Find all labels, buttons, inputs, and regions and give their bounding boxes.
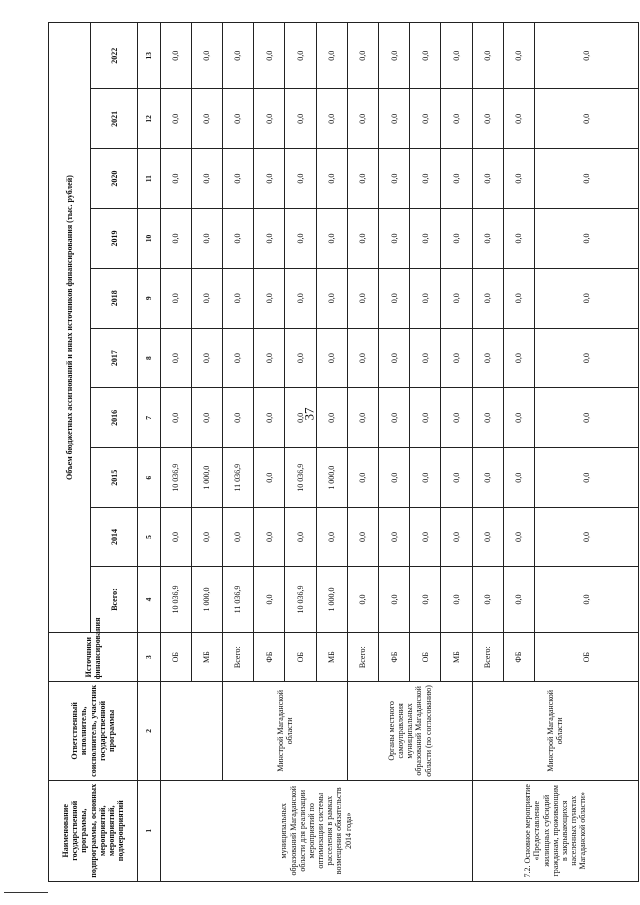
row-value: 0,0 bbox=[503, 209, 534, 269]
row-value: 0,0 bbox=[316, 388, 347, 448]
block1-name: муниципальных образований Магаданской области для реализации мероприятий по оптимизации системы расселения в рамках возмещения обязательств 2014 года» bbox=[160, 780, 472, 881]
row-value: 0,0 bbox=[379, 328, 410, 388]
header-volume: Объем бюджетных ассигнований и иных источников финансирования (тыс. рублей) bbox=[49, 23, 91, 633]
row-value: 0,0 bbox=[410, 268, 441, 328]
row-value: 0,0 bbox=[503, 23, 534, 89]
row-source: МБ bbox=[191, 633, 222, 682]
row-value: 0,0 bbox=[472, 508, 503, 567]
row-value: 0,0 bbox=[222, 209, 253, 269]
row-value: 0,0 bbox=[535, 268, 639, 328]
row-value: 0,0 bbox=[222, 328, 253, 388]
header-responsible: Ответственный исполнитель, соисполнитель, участник государственной программы bbox=[49, 682, 138, 780]
row-value: 1 000,0 bbox=[191, 448, 222, 508]
row-value: 0,0 bbox=[503, 89, 534, 149]
row-source: ОБ bbox=[285, 633, 316, 682]
row-value: 0,0 bbox=[379, 23, 410, 89]
row-value: 0,0 bbox=[316, 508, 347, 567]
header-year: 2018 bbox=[91, 268, 138, 328]
row-value: 0,0 bbox=[441, 89, 472, 149]
row-value: 0,0 bbox=[222, 388, 253, 448]
column-number: 10 bbox=[138, 209, 160, 269]
row-value: 0,0 bbox=[285, 23, 316, 89]
row-value: 0,0 bbox=[222, 23, 253, 89]
row-value: 0,0 bbox=[503, 328, 534, 388]
row-value: 0,0 bbox=[285, 89, 316, 149]
row-source: Всего: bbox=[222, 633, 253, 682]
column-number: 9 bbox=[138, 268, 160, 328]
column-number: 7 bbox=[138, 388, 160, 448]
row-value: 0,0 bbox=[472, 23, 503, 89]
column-number: 2 bbox=[138, 682, 160, 780]
row-value: 0,0 bbox=[347, 149, 378, 209]
column-numbers-row bbox=[138, 23, 160, 882]
column-number: 1 bbox=[138, 780, 160, 881]
row-value: 0,0 bbox=[503, 149, 534, 209]
row-value: 0,0 bbox=[410, 209, 441, 269]
row-value: 0,0 bbox=[191, 89, 222, 149]
row-value: 0,0 bbox=[472, 89, 503, 149]
row-value: 0,0 bbox=[472, 328, 503, 388]
row-value: 0,0 bbox=[254, 508, 285, 567]
row-value: 0,0 bbox=[441, 388, 472, 448]
row-value: 0,0 bbox=[410, 328, 441, 388]
row-value: 0,0 bbox=[441, 328, 472, 388]
block2-name: 7.2. Основное мероприятие «Предоставление жилищных субсидий гражданам, проживающим в закрывающихся населенных пунктах Магаданской области» bbox=[472, 780, 638, 881]
row-value: 1 000,0 bbox=[316, 448, 347, 508]
row-total: 10 036,9 bbox=[160, 566, 191, 632]
row-source: МБ bbox=[316, 633, 347, 682]
row-value: 0,0 bbox=[316, 23, 347, 89]
block2-responsible: Минстрой Магаданской области bbox=[472, 682, 638, 780]
row-source: Всего: bbox=[472, 633, 503, 682]
block1-responsible-top: Минстрой Магаданской области bbox=[222, 682, 347, 780]
row-value: 0,0 bbox=[441, 149, 472, 209]
row-value: 0,0 bbox=[347, 388, 378, 448]
row-value: 0,0 bbox=[379, 149, 410, 209]
financing-table-container bbox=[48, 22, 639, 882]
row-value: 0,0 bbox=[535, 388, 639, 448]
row-value: 0,0 bbox=[191, 508, 222, 567]
row-value: 0,0 bbox=[254, 209, 285, 269]
header-year: 2014 bbox=[91, 508, 138, 567]
row-value: 0,0 bbox=[503, 388, 534, 448]
row-value: 0,0 bbox=[254, 89, 285, 149]
row-value: 0,0 bbox=[222, 89, 253, 149]
column-number: 5 bbox=[138, 508, 160, 567]
header-source: Источники финансирования bbox=[49, 633, 138, 682]
row-value: 0,0 bbox=[472, 448, 503, 508]
row-value: 0,0 bbox=[160, 89, 191, 149]
header-name: Наименование государственной программы, подпрограммы, основных мероприятий, мероприятий, подмероприятий bbox=[49, 780, 138, 881]
row-source: ОБ bbox=[535, 633, 639, 682]
row-value: 0,0 bbox=[410, 149, 441, 209]
row-value: 0,0 bbox=[347, 209, 378, 269]
row-value: 0,0 bbox=[535, 328, 639, 388]
row-value: 0,0 bbox=[222, 149, 253, 209]
row-value: 0,0 bbox=[285, 149, 316, 209]
row-value: 0,0 bbox=[285, 388, 316, 448]
row-total: 0,0 bbox=[441, 566, 472, 632]
row-source: ФБ bbox=[379, 633, 410, 682]
row-value: 0,0 bbox=[254, 268, 285, 328]
row-value: 0,0 bbox=[347, 23, 378, 89]
table-row bbox=[222, 23, 253, 882]
header-year: 2017 bbox=[91, 328, 138, 388]
row-value: 10 036,9 bbox=[160, 448, 191, 508]
row-total: 0,0 bbox=[503, 566, 534, 632]
row-value: 0,0 bbox=[160, 149, 191, 209]
row-value: 0,0 bbox=[160, 388, 191, 448]
row-value: 0,0 bbox=[191, 328, 222, 388]
row-value: 0,0 bbox=[285, 508, 316, 567]
row-value: 0,0 bbox=[535, 209, 639, 269]
row-value: 0,0 bbox=[316, 89, 347, 149]
row-value: 0,0 bbox=[285, 209, 316, 269]
row-value: 0,0 bbox=[535, 89, 639, 149]
column-number: 11 bbox=[138, 149, 160, 209]
row-value: 0,0 bbox=[379, 209, 410, 269]
table-row bbox=[160, 23, 191, 882]
row-value: 0,0 bbox=[410, 23, 441, 89]
table-row bbox=[472, 23, 503, 882]
row-value: 0,0 bbox=[379, 448, 410, 508]
page-number: 37 bbox=[301, 407, 317, 421]
row-value: 0,0 bbox=[254, 23, 285, 89]
row-value: 0,0 bbox=[535, 23, 639, 89]
row-value: 0,0 bbox=[285, 268, 316, 328]
row-value: 0,0 bbox=[503, 448, 534, 508]
row-value: 0,0 bbox=[441, 23, 472, 89]
column-number: 3 bbox=[138, 633, 160, 682]
header-total: Всего: bbox=[91, 566, 138, 632]
row-value: 11 036,9 bbox=[222, 448, 253, 508]
column-number: 6 bbox=[138, 448, 160, 508]
row-value: 0,0 bbox=[410, 508, 441, 567]
row-source: Всего: bbox=[347, 633, 378, 682]
row-value: 0,0 bbox=[254, 448, 285, 508]
column-number: 13 bbox=[138, 23, 160, 89]
row-value: 0,0 bbox=[535, 149, 639, 209]
footnote-divider bbox=[4, 892, 48, 893]
row-value: 0,0 bbox=[191, 149, 222, 209]
rotated-page bbox=[48, 22, 639, 882]
row-value: 0,0 bbox=[316, 268, 347, 328]
row-source: МБ bbox=[441, 633, 472, 682]
row-value: 0,0 bbox=[472, 209, 503, 269]
financing-table bbox=[48, 22, 639, 882]
row-value: 0,0 bbox=[316, 328, 347, 388]
row-total: 0,0 bbox=[254, 566, 285, 632]
row-value: 0,0 bbox=[503, 268, 534, 328]
block1-responsible-empty bbox=[160, 682, 222, 780]
header-year: 2021 bbox=[91, 89, 138, 149]
row-value: 0,0 bbox=[160, 209, 191, 269]
row-value: 0,0 bbox=[160, 23, 191, 89]
row-total: 0,0 bbox=[410, 566, 441, 632]
block1-responsible-local: Органы местного самоуправления муниципальных образований Магаданской области (по согласованию) bbox=[347, 682, 472, 780]
row-total: 0,0 bbox=[535, 566, 639, 632]
row-value: 0,0 bbox=[503, 508, 534, 567]
row-value: 0,0 bbox=[191, 388, 222, 448]
row-value: 0,0 bbox=[222, 508, 253, 567]
row-value: 0,0 bbox=[254, 388, 285, 448]
table-row bbox=[347, 23, 378, 882]
row-value: 0,0 bbox=[160, 508, 191, 567]
row-value: 0,0 bbox=[379, 508, 410, 567]
row-value: 0,0 bbox=[191, 23, 222, 89]
row-source: ОБ bbox=[160, 633, 191, 682]
row-value: 0,0 bbox=[379, 89, 410, 149]
row-value: 0,0 bbox=[160, 268, 191, 328]
row-value: 0,0 bbox=[316, 149, 347, 209]
row-value: 0,0 bbox=[316, 209, 347, 269]
row-value: 0,0 bbox=[222, 268, 253, 328]
row-value: 0,0 bbox=[410, 89, 441, 149]
row-value: 0,0 bbox=[347, 268, 378, 328]
row-value: 0,0 bbox=[441, 209, 472, 269]
row-value: 0,0 bbox=[441, 268, 472, 328]
row-value: 0,0 bbox=[347, 508, 378, 567]
row-source: ФБ bbox=[254, 633, 285, 682]
row-value: 0,0 bbox=[160, 328, 191, 388]
row-value: 0,0 bbox=[379, 388, 410, 448]
row-total: 0,0 bbox=[347, 566, 378, 632]
row-value: 0,0 bbox=[472, 268, 503, 328]
row-total: 0,0 bbox=[379, 566, 410, 632]
row-value: 0,0 bbox=[535, 508, 639, 567]
row-value: 0,0 bbox=[191, 268, 222, 328]
header-year: 2020 bbox=[91, 149, 138, 209]
row-value: 0,0 bbox=[410, 388, 441, 448]
row-total: 1 000,0 bbox=[191, 566, 222, 632]
row-value: 0,0 bbox=[441, 448, 472, 508]
row-value: 0,0 bbox=[347, 448, 378, 508]
row-value: 0,0 bbox=[285, 328, 316, 388]
header-year: 2022 bbox=[91, 23, 138, 89]
row-value: 0,0 bbox=[347, 89, 378, 149]
row-value: 0,0 bbox=[441, 508, 472, 567]
column-number: 12 bbox=[138, 89, 160, 149]
row-source: ОБ bbox=[410, 633, 441, 682]
column-number: 8 bbox=[138, 328, 160, 388]
row-value: 0,0 bbox=[535, 448, 639, 508]
row-total: 11 036,9 bbox=[222, 566, 253, 632]
row-source: ФБ bbox=[503, 633, 534, 682]
header-year: 2019 bbox=[91, 209, 138, 269]
row-value: 10 036,9 bbox=[285, 448, 316, 508]
row-total: 1 000,0 bbox=[316, 566, 347, 632]
row-value: 0,0 bbox=[472, 149, 503, 209]
row-value: 0,0 bbox=[254, 149, 285, 209]
row-value: 0,0 bbox=[410, 448, 441, 508]
row-total: 10 036,9 bbox=[285, 566, 316, 632]
row-value: 0,0 bbox=[379, 268, 410, 328]
row-value: 0,0 bbox=[254, 328, 285, 388]
row-value: 0,0 bbox=[472, 388, 503, 448]
row-value: 0,0 bbox=[347, 328, 378, 388]
header-year: 2015 bbox=[91, 448, 138, 508]
column-number: 4 bbox=[138, 566, 160, 632]
row-value: 0,0 bbox=[191, 209, 222, 269]
row-total: 0,0 bbox=[472, 566, 503, 632]
header-year: 2016 bbox=[91, 388, 138, 448]
